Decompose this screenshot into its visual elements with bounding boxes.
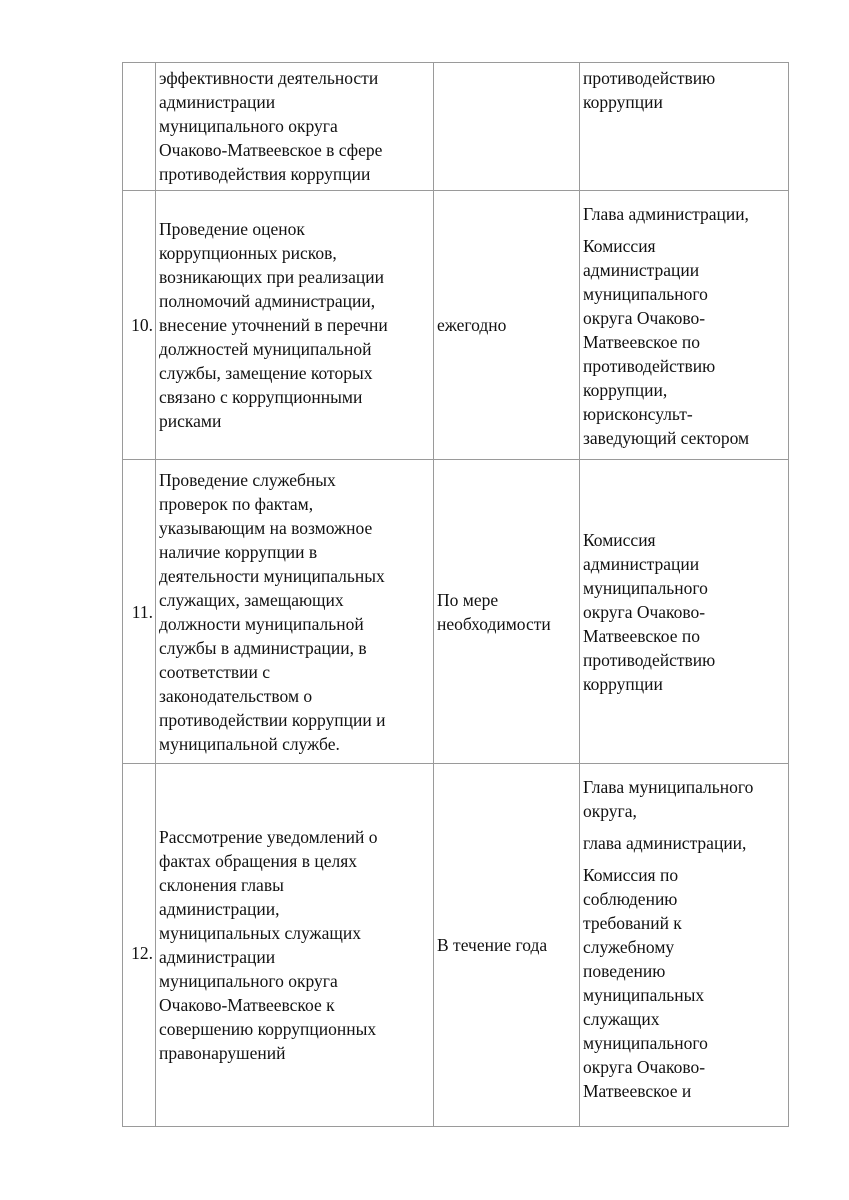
responsible-line: коррупции, xyxy=(583,380,668,400)
description-cell xyxy=(156,764,434,1127)
description-line: Проведение служебных xyxy=(159,469,336,490)
description-line: проверок по фактам, xyxy=(159,493,314,514)
description-line: внесение уточнений в перечни xyxy=(159,315,388,335)
responsible-cell xyxy=(580,764,789,1127)
description-cell xyxy=(156,460,434,764)
description-line: эффективности деятельности xyxy=(159,68,379,88)
row-number-cell xyxy=(123,460,156,764)
responsible-line: служащих xyxy=(583,1009,660,1029)
responsible-line: Глава администрации, xyxy=(583,204,749,224)
responsible-line: соблюдению xyxy=(583,889,678,909)
responsible-line: глава администрации, xyxy=(583,833,747,853)
description-line: службы в администрации, в xyxy=(159,637,367,658)
term-cell xyxy=(434,764,580,1127)
description-line: муниципального округа xyxy=(159,971,338,991)
table-body xyxy=(123,63,789,1127)
responsible-paragraph xyxy=(583,234,786,450)
responsible-paragraph xyxy=(583,775,786,823)
row-number-cell xyxy=(123,63,156,191)
responsible-line: Матвеевское по xyxy=(583,625,700,646)
table-row xyxy=(123,764,789,1127)
responsible-line: противодействию xyxy=(583,356,716,376)
description-line: рисками xyxy=(159,411,222,431)
description-line: Рассмотрение уведомлений о xyxy=(159,827,378,847)
responsible-line: Комиссия xyxy=(583,236,656,256)
responsible-paragraph xyxy=(583,863,786,1103)
responsible-line: служебному xyxy=(583,937,675,957)
row-number-cell xyxy=(123,764,156,1127)
responsible-line: муниципального xyxy=(583,1033,708,1053)
responsible-line: противодействию xyxy=(583,649,716,670)
responsible-line: округа, xyxy=(583,801,637,821)
term-line: ежегодно xyxy=(437,315,507,335)
responsible-paragraph xyxy=(583,528,786,696)
row-number: 12. xyxy=(131,943,153,963)
description-line: правонарушений xyxy=(159,1043,286,1063)
responsible-line: Матвеевское по xyxy=(583,332,700,352)
description-cell xyxy=(156,63,434,191)
description-line: коррупционных рисков, xyxy=(159,243,337,263)
description-line: фактах обращения в целях xyxy=(159,851,358,871)
responsible-line: администрации xyxy=(583,260,700,280)
measures-table xyxy=(122,62,789,1127)
term-line: необходимости xyxy=(437,613,551,634)
description-line: администрации, xyxy=(159,899,280,919)
responsible-cell xyxy=(580,191,789,460)
description-line: муниципальной службе. xyxy=(159,733,340,754)
description-line: связано с коррупционными xyxy=(159,387,363,407)
description-line: полномочий администрации, xyxy=(159,291,376,311)
term-cell xyxy=(434,460,580,764)
responsible-line: Комиссия xyxy=(583,529,656,550)
description-line: склонения главы xyxy=(159,875,284,895)
term-line: По мере xyxy=(437,589,499,610)
description-line: деятельности муниципальных xyxy=(159,565,385,586)
responsible-line: муниципального xyxy=(583,577,708,598)
description-line: муниципальных служащих xyxy=(159,923,362,943)
row-number: 11. xyxy=(131,601,153,622)
description-line: указывающим на возможное xyxy=(159,517,373,538)
table-row xyxy=(123,191,789,460)
description-line: возникающих при реализации xyxy=(159,267,384,287)
responsible-line: Матвеевское и xyxy=(583,1081,692,1101)
description-line: службы, замещение которых xyxy=(159,363,373,383)
responsible-line: юрисконсульт- xyxy=(583,404,693,424)
description-line: противодействии коррупции и xyxy=(159,709,386,730)
responsible-line: округа Очаково- xyxy=(583,601,706,622)
responsible-line: коррупции xyxy=(583,92,663,112)
description-cell xyxy=(156,191,434,460)
row-number: 10. xyxy=(131,315,153,335)
responsible-line: противодействию xyxy=(583,68,716,88)
responsible-line: требований к xyxy=(583,913,682,933)
description-line: администрации xyxy=(159,947,276,967)
description-line: совершению коррупционных xyxy=(159,1019,377,1039)
term-line: В течение года xyxy=(437,935,548,955)
term-cell xyxy=(434,191,580,460)
responsible-line: поведению xyxy=(583,961,666,981)
responsible-line: администрации xyxy=(583,553,700,574)
responsible-line: муниципальных xyxy=(583,985,705,1005)
description-line: противодействия коррупции xyxy=(159,164,371,184)
responsible-line: муниципального xyxy=(583,284,708,304)
description-line: наличие коррупции в xyxy=(159,541,318,562)
responsible-line: округа Очаково- xyxy=(583,1057,706,1077)
row-number-cell xyxy=(123,191,156,460)
description-line: Очаково-Матвеевское в сфере xyxy=(159,140,383,160)
responsible-cell xyxy=(580,460,789,764)
responsible-line: округа Очаково- xyxy=(583,308,706,328)
description-line: Проведение оценок xyxy=(159,219,305,239)
responsible-paragraph xyxy=(583,202,786,226)
table-row xyxy=(123,460,789,764)
description-line: Очаково-Матвеевское к xyxy=(159,995,335,1015)
description-line: муниципального округа xyxy=(159,116,338,136)
responsible-paragraph xyxy=(583,831,786,855)
responsible-line: Глава муниципального xyxy=(583,777,754,797)
description-line: соответствии с xyxy=(159,661,271,682)
description-line: служащих, замещающих xyxy=(159,589,344,610)
description-line: администрации xyxy=(159,92,276,112)
responsible-line: коррупции xyxy=(583,673,663,694)
term-cell xyxy=(434,63,580,191)
table-row xyxy=(123,63,789,191)
responsible-cell xyxy=(580,63,789,191)
description-line: законодательством о xyxy=(159,685,313,706)
description-line: должности муниципальной xyxy=(159,613,364,634)
responsible-paragraph xyxy=(583,66,786,114)
responsible-line: Комиссия по xyxy=(583,865,679,885)
responsible-line: заведующий сектором xyxy=(583,428,750,448)
description-line: должностей муниципальной xyxy=(159,339,372,359)
